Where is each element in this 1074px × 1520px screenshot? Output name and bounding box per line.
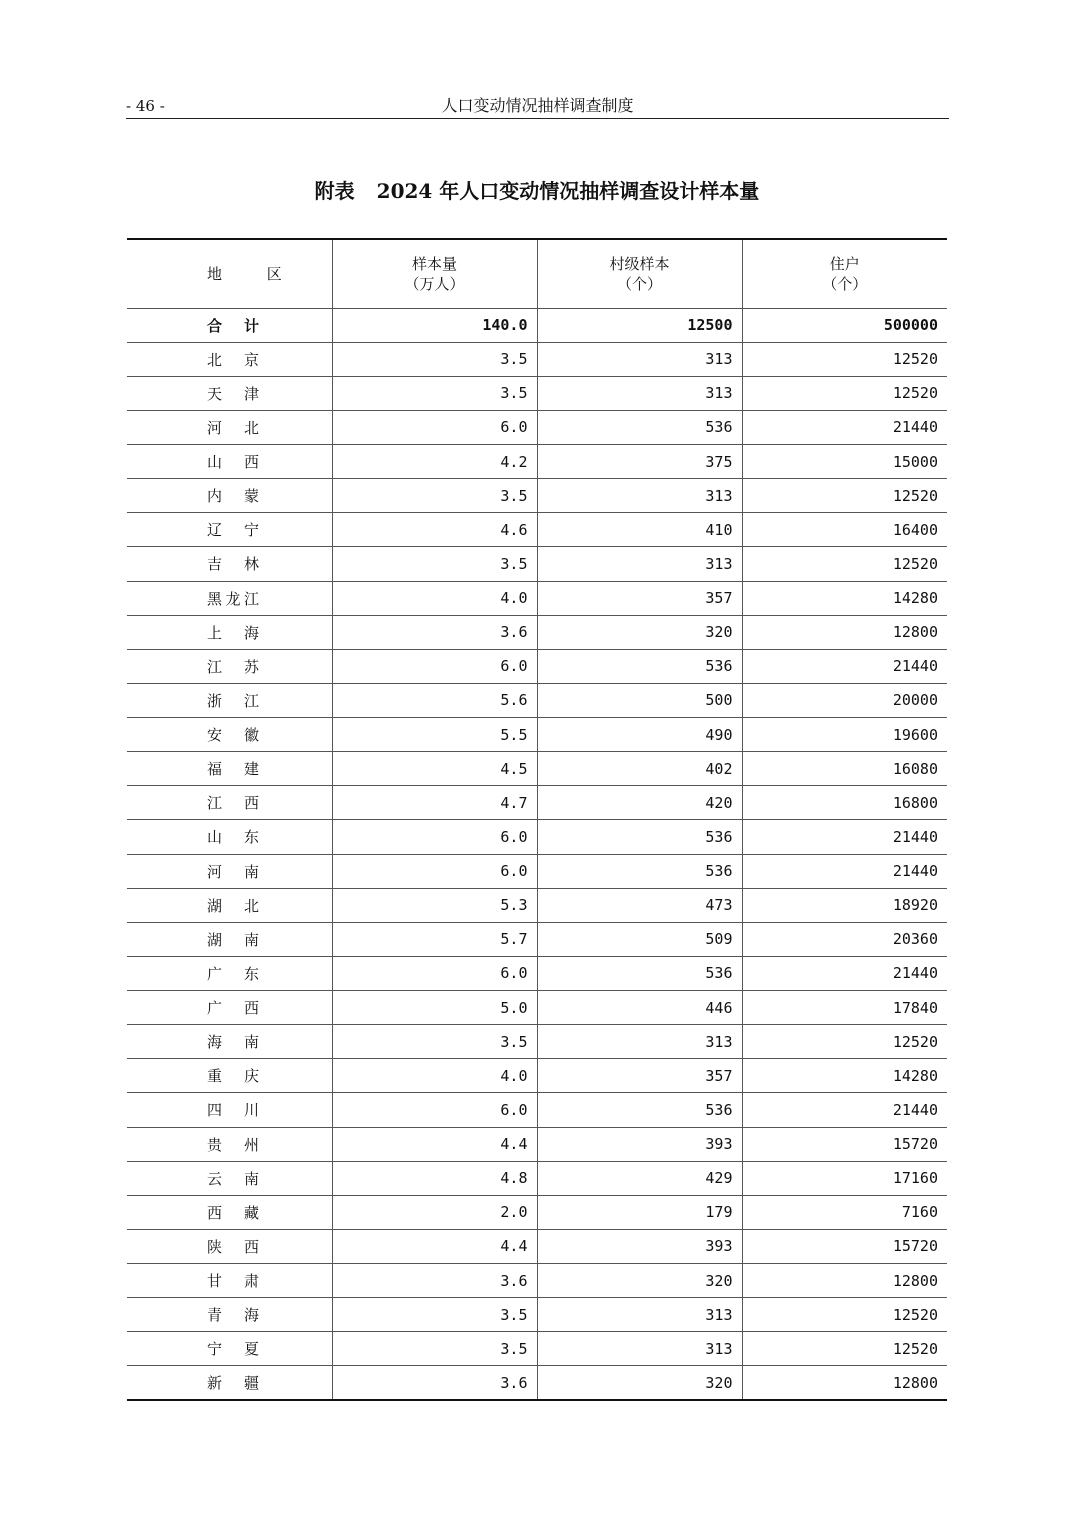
header-region: 地 区 [127, 239, 332, 308]
region-name: 江 苏 [207, 657, 259, 676]
sample-size-cell: 2.0 [332, 1195, 537, 1229]
region-name: 甘 肃 [207, 1272, 259, 1291]
header-village [537, 239, 742, 308]
sample-size-cell: 6.0 [332, 854, 537, 888]
households-cell: 19600 [742, 718, 947, 752]
region-cell [127, 547, 332, 581]
table-row [127, 1264, 947, 1298]
region-cell [127, 991, 332, 1025]
total-household: 500000 [742, 308, 947, 342]
region-name: 广 东 [207, 964, 259, 983]
table-body [127, 308, 947, 1400]
households-cell: 7160 [742, 1195, 947, 1229]
sample-size-cell: 6.0 [332, 410, 537, 444]
village-samples-cell: 536 [537, 854, 742, 888]
sample-size-cell: 6.0 [332, 649, 537, 683]
region-name: 西 藏 [207, 1203, 259, 1222]
region-cell [127, 479, 332, 513]
table-row [127, 342, 947, 376]
sample-size-cell: 3.5 [332, 1332, 537, 1366]
region-name: 贵 州 [207, 1135, 259, 1154]
region-cell [127, 956, 332, 990]
village-samples-cell: 393 [537, 1229, 742, 1263]
table-row [127, 922, 947, 956]
table-row [127, 376, 947, 410]
sample-size-cell: 6.0 [332, 1093, 537, 1127]
village-samples-cell: 473 [537, 888, 742, 922]
header-village-title: 村级样本 [609, 254, 670, 273]
households-cell: 17840 [742, 991, 947, 1025]
table-row [127, 718, 947, 752]
sample-size-cell: 4.0 [332, 1059, 537, 1093]
region-cell [127, 1025, 332, 1059]
header-sample-title: 样本量 [411, 254, 457, 273]
running-title: 人口变动情况抽样调查制度 [441, 96, 634, 115]
region-cell [127, 649, 332, 683]
table-row [127, 1161, 947, 1195]
table-row [127, 581, 947, 615]
households-cell: 12520 [742, 479, 947, 513]
sample-size-cell: 4.5 [332, 752, 537, 786]
table-row [127, 1366, 947, 1400]
region-cell [127, 854, 332, 888]
region-name: 福 建 [207, 760, 259, 779]
region-cell [127, 1127, 332, 1161]
region-name: 黑龙江 [207, 589, 259, 608]
sample-size-cell: 3.6 [332, 615, 537, 649]
region-name: 河 北 [207, 418, 259, 437]
sample-size-cell: 5.6 [332, 683, 537, 717]
sample-size-cell: 3.5 [332, 547, 537, 581]
region-name: 新 疆 [207, 1374, 259, 1393]
households-cell: 12800 [742, 615, 947, 649]
households-cell: 12520 [742, 1298, 947, 1332]
sample-size-cell: 3.5 [332, 479, 537, 513]
header-village-unit: （个） [616, 274, 662, 293]
region-cell [127, 1093, 332, 1127]
village-samples-cell: 509 [537, 922, 742, 956]
village-samples-cell: 320 [537, 1264, 742, 1298]
village-samples-cell: 429 [537, 1161, 742, 1195]
households-cell: 21440 [742, 1093, 947, 1127]
region-cell [127, 513, 332, 547]
table-row [127, 1025, 947, 1059]
region-name: 重 庆 [207, 1067, 259, 1086]
village-samples-cell: 375 [537, 445, 742, 479]
region-name: 北 京 [207, 350, 259, 369]
region-cell [127, 445, 332, 479]
page-number: - 46 - [126, 97, 165, 115]
households-cell: 21440 [742, 410, 947, 444]
table-row [127, 683, 947, 717]
sample-size-cell: 5.5 [332, 718, 537, 752]
region-cell [127, 752, 332, 786]
table-row [127, 786, 947, 820]
sample-size-cell: 3.5 [332, 1025, 537, 1059]
village-samples-cell: 313 [537, 479, 742, 513]
sample-size-cell: 4.4 [332, 1229, 537, 1263]
region-name: 四 川 [207, 1101, 259, 1120]
region-name: 湖 南 [207, 930, 259, 949]
region-cell [127, 1264, 332, 1298]
region-cell [127, 820, 332, 854]
table-row [127, 820, 947, 854]
village-samples-cell: 420 [537, 786, 742, 820]
village-samples-cell: 536 [537, 1093, 742, 1127]
region-cell [127, 1366, 332, 1400]
table-row [127, 1059, 947, 1093]
region-cell [127, 376, 332, 410]
households-cell: 12800 [742, 1264, 947, 1298]
region-cell [127, 1195, 332, 1229]
households-cell: 16400 [742, 513, 947, 547]
table-row [127, 1093, 947, 1127]
region-cell [127, 888, 332, 922]
sample-size-cell: 3.5 [332, 342, 537, 376]
region-cell [127, 1298, 332, 1332]
region-name: 广 西 [207, 999, 259, 1018]
households-cell: 15720 [742, 1229, 947, 1263]
sample-size-cell: 3.6 [332, 1264, 537, 1298]
households-cell: 16080 [742, 752, 947, 786]
village-samples-cell: 313 [537, 1025, 742, 1059]
region-name: 陕 西 [207, 1237, 259, 1256]
table-row [127, 1127, 947, 1161]
table-row [127, 1332, 947, 1366]
region-name: 天 津 [207, 384, 259, 403]
village-samples-cell: 500 [537, 683, 742, 717]
households-cell: 18920 [742, 888, 947, 922]
table-row [127, 1298, 947, 1332]
sample-size-cell: 4.0 [332, 581, 537, 615]
village-samples-cell: 357 [537, 581, 742, 615]
sample-size-cell: 4.2 [332, 445, 537, 479]
households-cell: 21440 [742, 649, 947, 683]
village-samples-cell: 313 [537, 376, 742, 410]
village-samples-cell: 536 [537, 820, 742, 854]
table-row [127, 888, 947, 922]
running-head [126, 96, 949, 119]
village-samples-cell: 402 [537, 752, 742, 786]
table-title [0, 176, 1074, 206]
sample-size-cell: 4.7 [332, 786, 537, 820]
sample-size-cell: 3.5 [332, 376, 537, 410]
households-cell: 12800 [742, 1366, 947, 1400]
sample-size-cell: 6.0 [332, 820, 537, 854]
region-name: 内 蒙 [207, 487, 259, 506]
village-samples-cell: 446 [537, 991, 742, 1025]
table-row [127, 445, 947, 479]
region-name: 青 海 [207, 1306, 259, 1325]
table-row [127, 410, 947, 444]
households-cell: 20360 [742, 922, 947, 956]
region-name: 辽 宁 [207, 521, 259, 540]
village-samples-cell: 357 [537, 1059, 742, 1093]
households-cell: 12520 [742, 547, 947, 581]
households-cell: 12520 [742, 1025, 947, 1059]
header-household-unit: （个） [822, 274, 868, 293]
total-village: 12500 [537, 308, 742, 342]
table-row [127, 479, 947, 513]
sample-size-table [127, 238, 947, 1401]
region-name: 云 南 [207, 1169, 259, 1188]
village-samples-cell: 410 [537, 513, 742, 547]
households-cell: 16800 [742, 786, 947, 820]
village-samples-cell: 490 [537, 718, 742, 752]
table-header-row [127, 239, 947, 308]
table-row [127, 854, 947, 888]
households-cell: 21440 [742, 854, 947, 888]
total-sample: 140.0 [332, 308, 537, 342]
region-name: 山 西 [207, 453, 259, 472]
region-name: 河 南 [207, 862, 259, 881]
sample-size-cell: 4.4 [332, 1127, 537, 1161]
region-name: 上 海 [207, 623, 259, 642]
table-row [127, 1195, 947, 1229]
households-cell: 12520 [742, 1332, 947, 1366]
total-region: 合 计 [207, 316, 259, 335]
region-cell [127, 342, 332, 376]
sample-size-cell: 4.6 [332, 513, 537, 547]
sample-size-cell: 5.0 [332, 991, 537, 1025]
region-name: 浙 江 [207, 691, 259, 710]
sample-size-cell: 3.5 [332, 1298, 537, 1332]
village-samples-cell: 313 [537, 547, 742, 581]
table-row [127, 991, 947, 1025]
region-cell [127, 1161, 332, 1195]
region-cell [127, 1332, 332, 1366]
village-samples-cell: 313 [537, 1332, 742, 1366]
village-samples-cell: 313 [537, 342, 742, 376]
village-samples-cell: 313 [537, 1298, 742, 1332]
region-cell [127, 922, 332, 956]
village-samples-cell: 320 [537, 615, 742, 649]
village-samples-cell: 536 [537, 956, 742, 990]
table-title-text: 2024 年人口变动情况抽样调查设计样本量 [376, 179, 760, 203]
region-name: 湖 北 [207, 896, 259, 915]
header-sample [332, 239, 537, 308]
households-cell: 17160 [742, 1161, 947, 1195]
households-cell: 21440 [742, 820, 947, 854]
region-cell [127, 1229, 332, 1263]
households-cell: 12520 [742, 342, 947, 376]
households-cell: 15720 [742, 1127, 947, 1161]
region-name: 宁 夏 [207, 1340, 259, 1359]
region-cell [127, 615, 332, 649]
region-cell [127, 683, 332, 717]
table-row [127, 1229, 947, 1263]
village-samples-cell: 536 [537, 649, 742, 683]
region-cell [127, 786, 332, 820]
households-cell: 15000 [742, 445, 947, 479]
households-cell: 12520 [742, 376, 947, 410]
region-cell [127, 1059, 332, 1093]
region-name: 海 南 [207, 1033, 259, 1052]
village-samples-cell: 393 [537, 1127, 742, 1161]
table-row [127, 752, 947, 786]
village-samples-cell: 536 [537, 410, 742, 444]
sample-size-cell: 5.7 [332, 922, 537, 956]
region-name: 安 徽 [207, 726, 259, 745]
households-cell: 21440 [742, 956, 947, 990]
village-samples-cell: 179 [537, 1195, 742, 1229]
households-cell: 14280 [742, 581, 947, 615]
region-name: 江 西 [207, 794, 259, 813]
table-row [127, 513, 947, 547]
total-region-cell [127, 308, 332, 342]
sample-size-cell: 6.0 [332, 956, 537, 990]
households-cell: 14280 [742, 1059, 947, 1093]
region-cell [127, 718, 332, 752]
region-name: 山 东 [207, 828, 259, 847]
village-samples-cell: 320 [537, 1366, 742, 1400]
header-sample-unit: （万人） [404, 274, 465, 293]
total-row [127, 308, 947, 342]
households-cell: 20000 [742, 683, 947, 717]
table-row [127, 615, 947, 649]
sample-size-cell: 4.8 [332, 1161, 537, 1195]
table-row [127, 649, 947, 683]
table-row [127, 956, 947, 990]
region-cell [127, 410, 332, 444]
region-cell [127, 581, 332, 615]
region-name: 吉 林 [207, 555, 259, 574]
table-row [127, 547, 947, 581]
sample-size-cell: 5.3 [332, 888, 537, 922]
table-title-label: 附表 [314, 179, 355, 203]
header-household [742, 239, 947, 308]
sample-size-cell: 3.6 [332, 1366, 537, 1400]
header-household-title: 住户 [829, 254, 860, 273]
